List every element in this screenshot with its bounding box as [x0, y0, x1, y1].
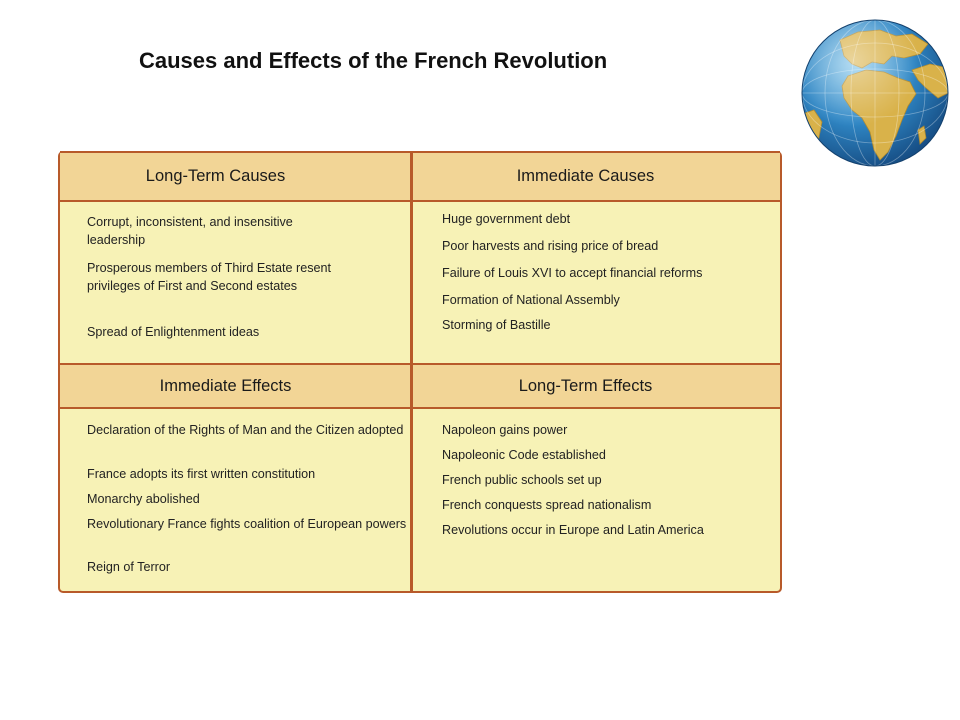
- list-item: Poor harvests and rising price of bread: [442, 239, 659, 253]
- page-title: Causes and Effects of the French Revolution: [139, 48, 608, 73]
- list-item: Storming of Bastille: [442, 318, 551, 332]
- list-item: Napoleonic Code established: [442, 448, 606, 462]
- list-item: Monarchy abolished: [87, 492, 200, 506]
- list-item: Failure of Louis XVI to accept financial reforms: [442, 266, 703, 280]
- list-item: Formation of National Assembly: [442, 293, 620, 307]
- long-term-causes-list: [87, 213, 357, 353]
- list-item: Huge government debt: [442, 212, 571, 226]
- immediate-causes-list: [442, 210, 772, 350]
- list-item: French conquests spread nationalism: [442, 498, 652, 512]
- header-long-term-causes: Long-Term Causes: [60, 151, 411, 202]
- list-item: Napoleon gains power: [442, 423, 568, 437]
- globe-icon: [800, 18, 950, 168]
- list-item: Corrupt, inconsistent, and insensitive leadership: [87, 215, 293, 247]
- list-item: Spread of Enlightenment ideas: [87, 325, 260, 339]
- list-item: Revolutionary France fights coalition of European powers: [87, 517, 407, 531]
- list-item: Revolutions occur in Europe and Latin America: [442, 523, 704, 537]
- long-term-effects-list: [442, 421, 772, 551]
- list-item: French public schools set up: [442, 473, 602, 487]
- column-divider: [410, 153, 413, 591]
- cause-effect-chart: [58, 151, 782, 593]
- immediate-effects-list: [87, 421, 407, 586]
- header-long-term-effects: Long-Term Effects: [411, 363, 780, 409]
- list-item: Prosperous members of Third Estate resent privileges of First and Second estates: [87, 261, 332, 293]
- list-item: Declaration of the Rights of Man and the Citizen adopted: [87, 423, 404, 437]
- list-item: France adopts its first written constitution: [87, 467, 316, 481]
- header-immediate-effects: Immediate Effects: [60, 363, 411, 409]
- list-item: Reign of Terror: [87, 560, 171, 574]
- header-immediate-causes: Immediate Causes: [411, 151, 780, 202]
